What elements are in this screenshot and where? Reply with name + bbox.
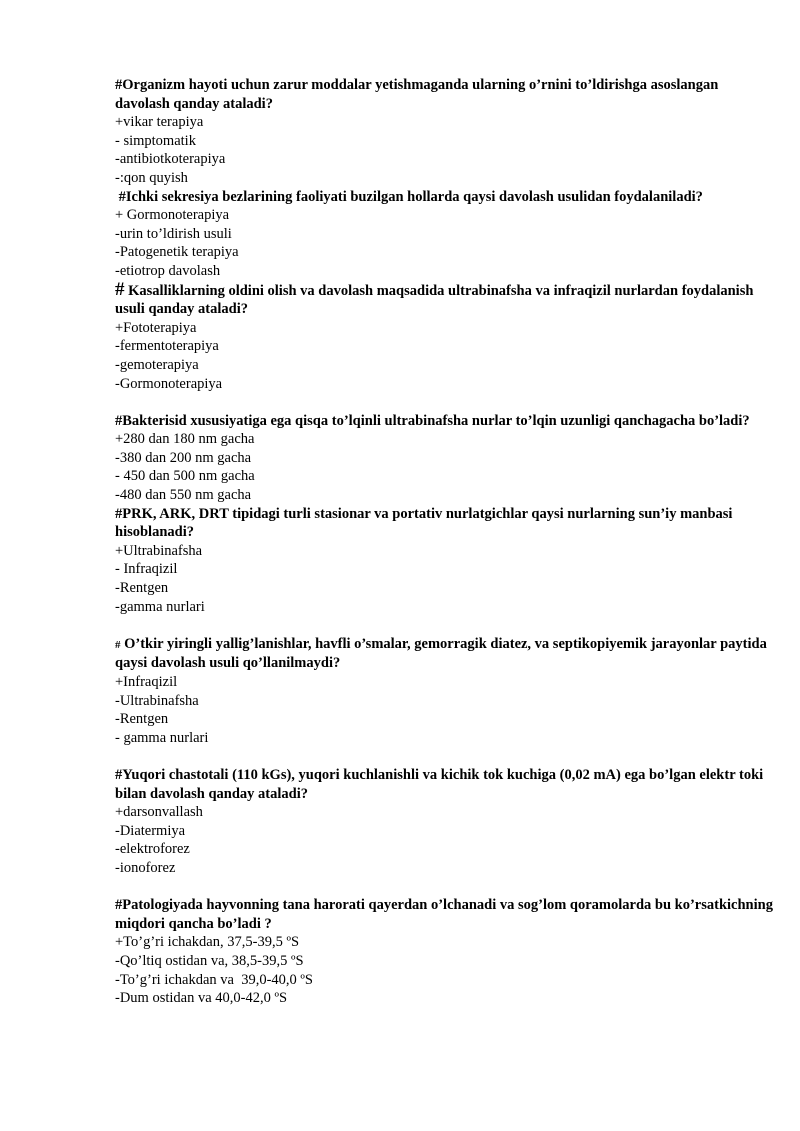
answer-option: + Gormonoterapiya (115, 207, 230, 224)
answer-option: +Fototerapiya (115, 319, 197, 336)
answer-option: -elektroforez (115, 841, 190, 858)
question-block (115, 896, 775, 1008)
answer-option: -fermentoterapiya (115, 338, 219, 355)
blank-line (115, 878, 775, 897)
question-hash: # (115, 278, 125, 300)
answer-option: -Gormonoterapiya (115, 375, 223, 392)
answer-option: -480 dan 550 nm gacha (115, 487, 252, 504)
question-text (115, 635, 775, 673)
blank-line (115, 393, 775, 412)
question-text (115, 278, 775, 319)
answer-option: -Diatermiya (115, 822, 186, 839)
answer-option: - gamma nurlari (115, 729, 209, 746)
answer-option: +Infraqizil (115, 674, 178, 690)
answer-option: - simptomatik (115, 132, 196, 149)
question-block (115, 635, 775, 748)
question-hash: # (115, 638, 121, 651)
question-text: #Ichki sekresiya bezlarining faoliyati buzilgan hollarda qaysi davolash usulidan foydalaniladi? (115, 188, 703, 205)
answer-option: -Qo’ltiq ostidan va, 38,5-39,5 ºS (115, 952, 304, 969)
question-block (115, 412, 775, 505)
answer-option: +To’g’ri ichakdan, 37,5-39,5 ºS (115, 934, 300, 951)
answer-option: -gamma nurlari (115, 598, 205, 615)
question-body: Kasalliklarning oldini olish va davolash maqsadida ultrabinafsha va infraqizil nurlardan foydalanish usuli qanday ataladi? (115, 282, 754, 318)
question-body: O’tkir yiringli yallig’lanishlar, havfli o’smalar, gemorragik diatez, va septikopiyemik jarayonlar paytida qaysi davolash usuli qo’llanilmaydi? (115, 635, 767, 672)
answer-option: +280 dan 180 nm gacha (115, 431, 255, 448)
answer-option: -Ultrabinafsha (115, 692, 199, 709)
answer-option: - 450 dan 500 nm gacha (115, 468, 255, 485)
answer-option: -urin to’ldirish usuli (115, 225, 232, 242)
blank-line (115, 616, 775, 635)
answer-option: -380 dan 200 nm gacha (115, 449, 252, 466)
answer-option: -antibiotkoterapiya (115, 151, 226, 168)
answer-option: -gemoterapiya (115, 356, 199, 373)
answer-option: -Patogenetik terapiya (115, 244, 239, 261)
question-text: #Yuqori chastotali (110 kGs), yuqori kuchlanishli va kichik tok kuchiga (0,02 mA) ega bo’lgan elektr toki bilan davolash qanday ataladi? (115, 766, 764, 802)
question-text: #Bakterisid xususiyatiga ega qisqa to’lqinli ultrabinafsha nurlar to’lqin uzunligi qanchagacha bo’ladi? (115, 412, 750, 429)
question-block (115, 278, 775, 394)
question-text: #PRK, ARK, DRT tipidagi turli stasionar va portativ nurlatgichlar qaysi nurlarning sun’iy manbasi hisoblanadi? (115, 505, 733, 541)
answer-option: -:qon quyish (115, 169, 188, 186)
question-text: #Organizm hayoti uchun zarur moddalar yetishmaganda ularning o’rnini to’ldirishga asoslangan davolash qanday ataladi? (115, 77, 719, 112)
answer-option: +darsonvallash (115, 804, 203, 821)
answer-option: -Rentgen (115, 711, 169, 728)
question-block (115, 766, 775, 878)
answer-option: +vikar terapiya (115, 114, 204, 131)
answer-option: -To’g’ri ichakdan va 39,0-40,0 ºS (115, 971, 313, 988)
answer-option: -Rentgen (115, 580, 169, 597)
question-text: #Patologiyada hayvonning tana harorati qayerdan o’lchanadi va sog’lom qoramolarda bu ko’rsatkichning miqdori qancha bo’ladi ? (115, 897, 773, 932)
document-page (115, 76, 775, 1008)
answer-option: -etiotrop davolash (115, 262, 221, 279)
answer-option: +Ultrabinafsha (115, 542, 203, 559)
question-block (115, 188, 775, 281)
answer-option: -Dum ostidan va 40,0-42,0 ºS (115, 990, 288, 1007)
question-block (115, 505, 775, 617)
question-block (115, 76, 775, 188)
answer-option: - Infraqizil (115, 561, 178, 578)
blank-line (115, 747, 775, 766)
answer-option: -ionoforez (115, 859, 176, 876)
